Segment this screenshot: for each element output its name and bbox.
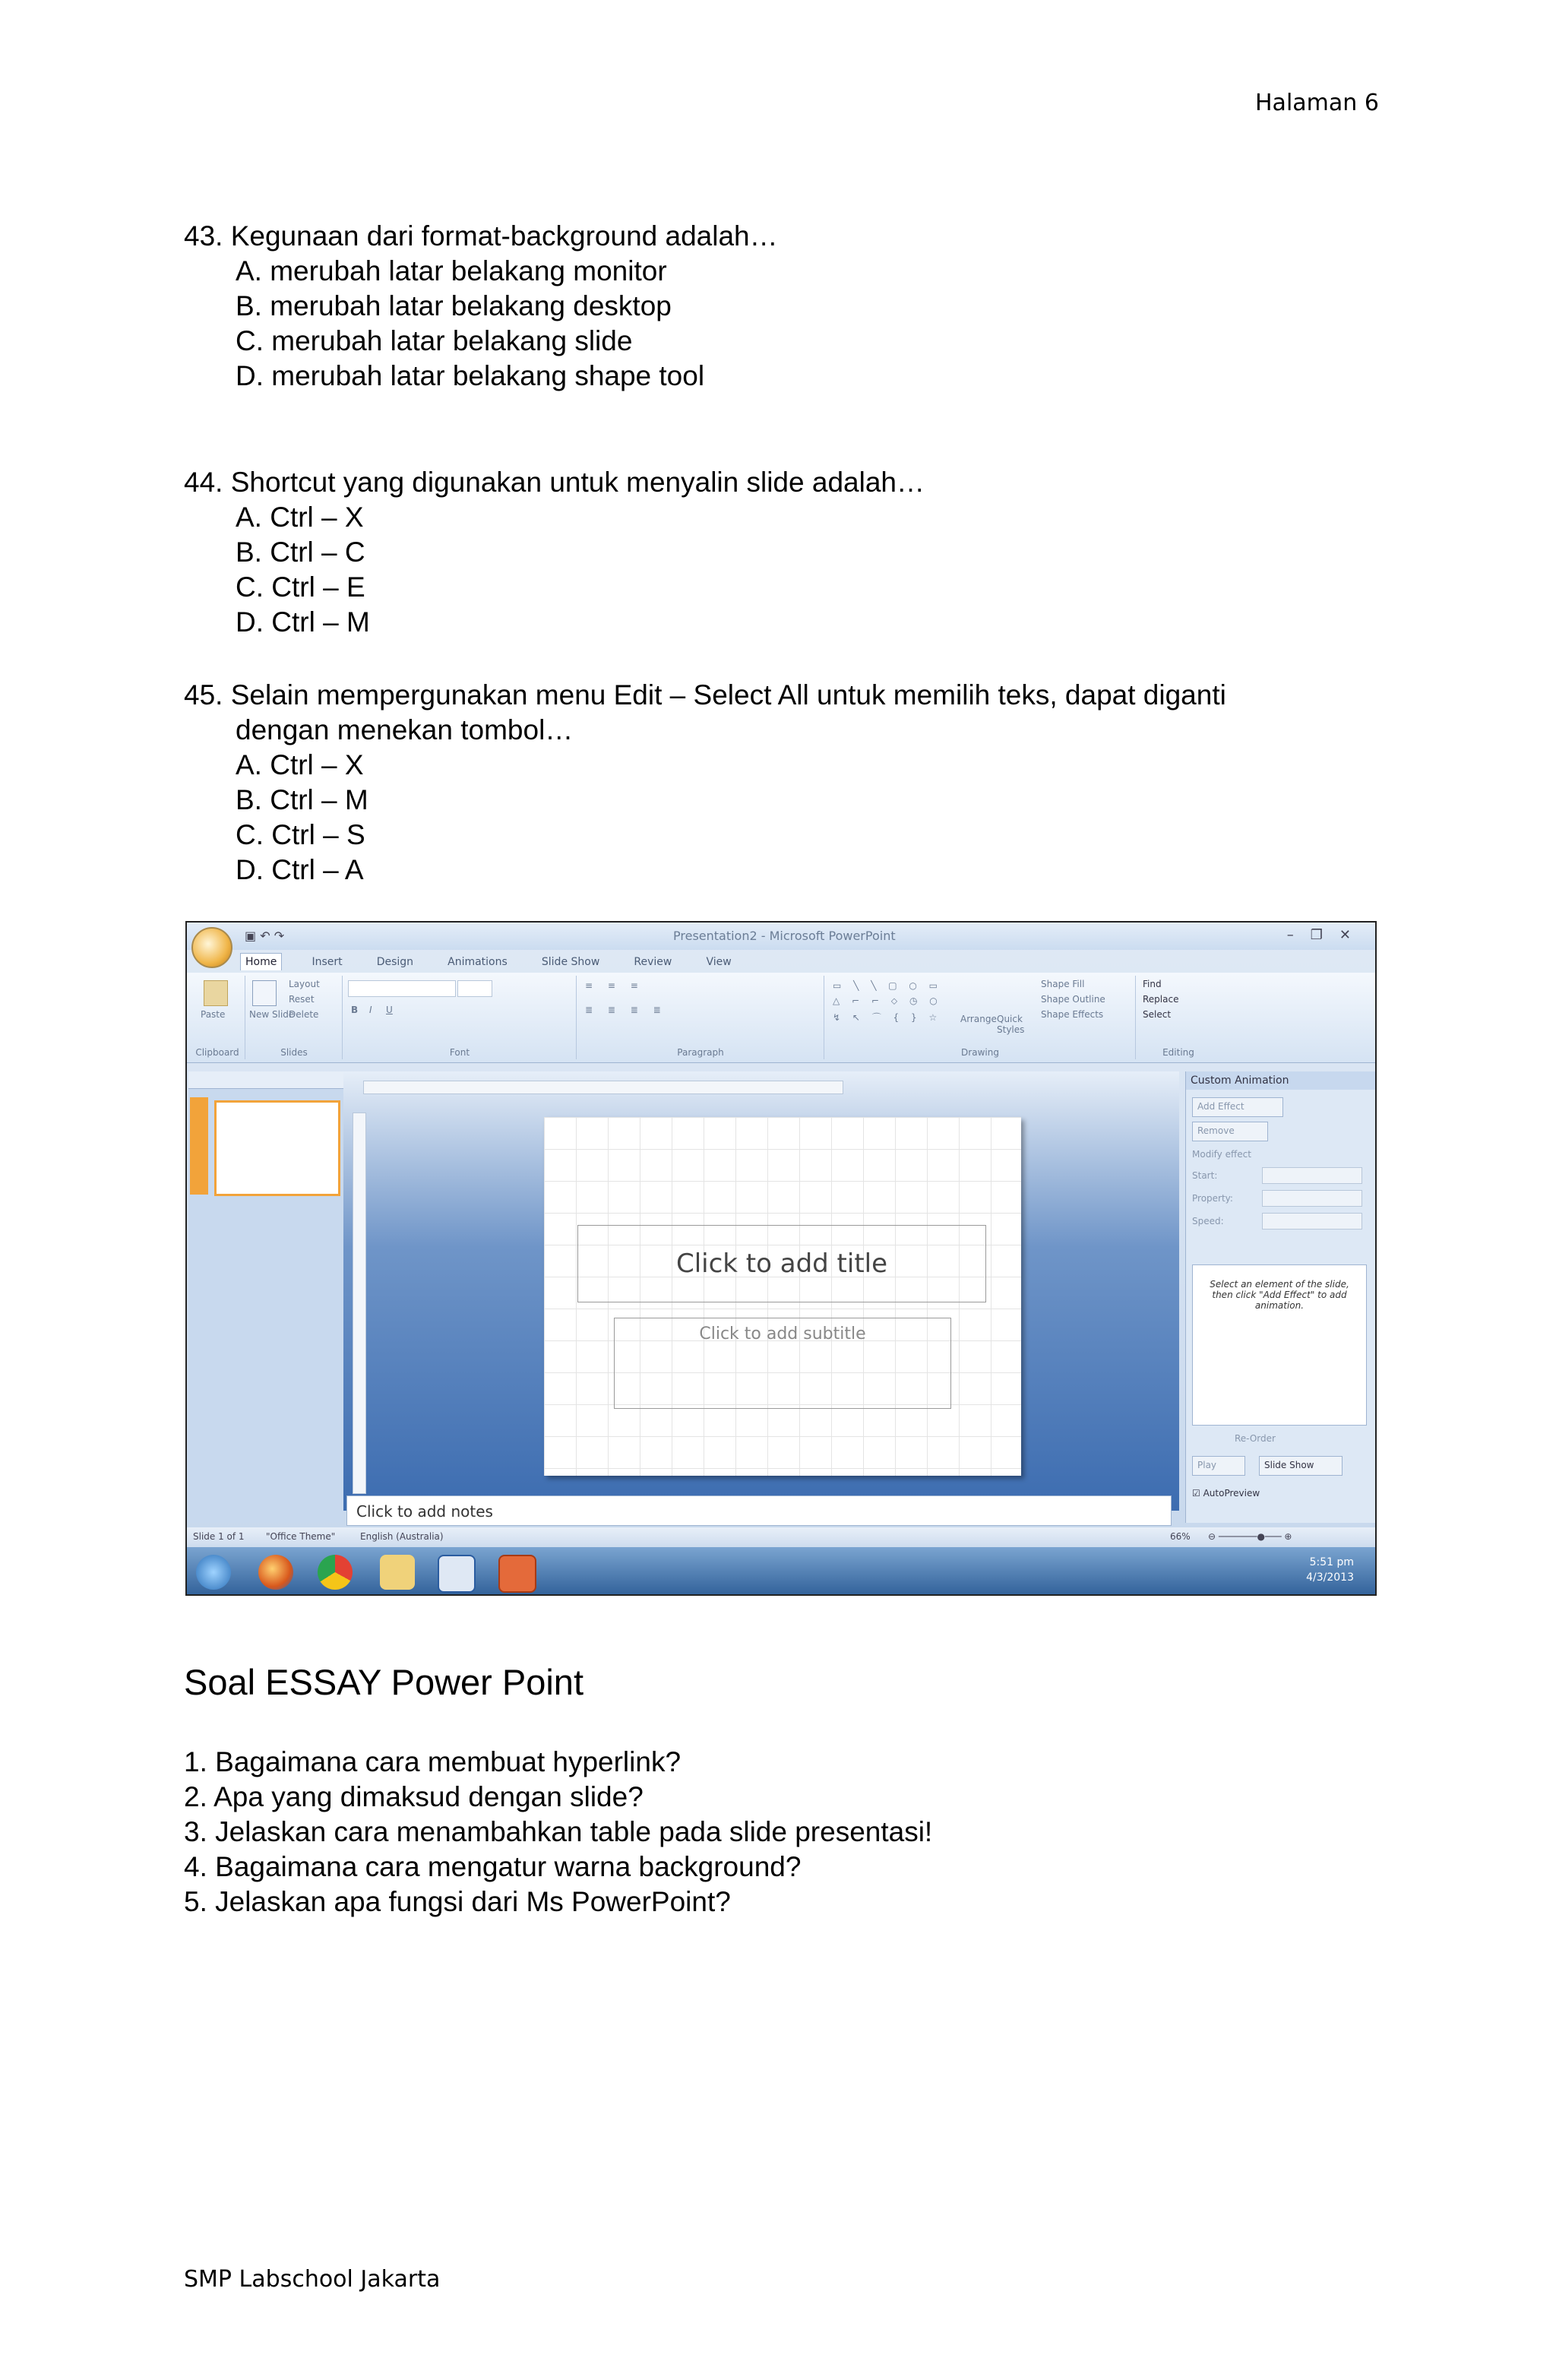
tab-insert[interactable]: Insert bbox=[312, 956, 343, 968]
reset-button[interactable]: Reset bbox=[289, 994, 315, 1005]
group-editing bbox=[1137, 976, 1220, 1059]
question-stem: 43. Kegunaan dari format-background adalah… bbox=[184, 220, 778, 252]
firefox-icon[interactable] bbox=[258, 1555, 293, 1590]
window-controls[interactable] bbox=[1287, 927, 1368, 943]
re-order-label[interactable]: Re-Order bbox=[1235, 1433, 1276, 1444]
title-bar bbox=[187, 923, 1375, 950]
system-clock[interactable] bbox=[1306, 1555, 1354, 1585]
save-icon[interactable]: ▣ bbox=[245, 929, 257, 943]
maximize-icon[interactable]: ❐ bbox=[1310, 927, 1339, 943]
quick-styles-button[interactable]: Quick Styles bbox=[997, 1014, 1025, 1035]
question-44 bbox=[184, 465, 1369, 640]
windows-taskbar bbox=[187, 1547, 1375, 1596]
quick-access-toolbar[interactable] bbox=[245, 929, 284, 943]
theme-name: "Office Theme" bbox=[266, 1531, 336, 1542]
close-icon[interactable]: ✕ bbox=[1339, 927, 1368, 943]
powerpoint-screenshot bbox=[185, 921, 1377, 1596]
modify-effect-label: Modify effect bbox=[1192, 1149, 1251, 1160]
horizontal-ruler bbox=[363, 1081, 843, 1094]
play-button[interactable]: Play bbox=[1192, 1456, 1245, 1476]
underline-icon[interactable]: U bbox=[386, 1005, 393, 1015]
tab-design[interactable]: Design bbox=[376, 956, 414, 968]
group-drawing bbox=[825, 976, 1136, 1059]
chrome-icon[interactable] bbox=[318, 1555, 353, 1590]
clock-date: 4/3/2013 bbox=[1306, 1571, 1354, 1584]
bold-icon[interactable]: B bbox=[351, 1005, 359, 1015]
tab-slide-show[interactable]: Slide Show bbox=[541, 956, 600, 968]
footer-school: SMP Labschool Jakarta bbox=[184, 2266, 441, 2293]
title-placeholder[interactable]: Click to add title bbox=[577, 1225, 986, 1302]
group-paragraph bbox=[577, 976, 824, 1059]
redo-icon[interactable]: ↷ bbox=[274, 929, 285, 943]
paste-button[interactable]: Paste bbox=[201, 1009, 226, 1020]
speed-field[interactable] bbox=[1262, 1213, 1362, 1230]
group-label: Drawing bbox=[961, 1047, 999, 1058]
word-icon[interactable] bbox=[438, 1555, 476, 1593]
group-label: Font bbox=[449, 1047, 470, 1058]
zoom-slider[interactable]: ⊖ ───────●─── ⊕ bbox=[1208, 1531, 1292, 1542]
folder-icon[interactable] bbox=[380, 1555, 415, 1590]
essay-section-title: Soal ESSAY Power Point bbox=[184, 1662, 584, 1702]
group-label: Paragraph bbox=[677, 1047, 724, 1058]
autopreview-checkbox[interactable]: ☑ AutoPreview bbox=[1192, 1488, 1260, 1499]
tab-animations[interactable]: Animations bbox=[448, 956, 508, 968]
start-button-icon[interactable] bbox=[196, 1555, 231, 1590]
option-d: D. merubah latar belakang shape tool bbox=[236, 360, 705, 391]
essay-questions bbox=[184, 1745, 932, 1920]
zoom-level: 66% bbox=[1170, 1531, 1191, 1542]
bullets-icon[interactable]: ≡ ≡ ≡ bbox=[585, 980, 644, 991]
option-b: B. Ctrl – C bbox=[236, 536, 365, 568]
essay-item: 1. Bagaimana cara membuat hyperlink? bbox=[184, 1746, 682, 1777]
group-label: Slides bbox=[280, 1047, 308, 1058]
option-a: A. Ctrl – X bbox=[236, 749, 364, 780]
align-icon[interactable]: ≣ ≣ ≣ ≣ bbox=[585, 1005, 667, 1015]
new-slide-button[interactable]: New Slide bbox=[249, 1009, 295, 1020]
autopreview-label: AutoPreview bbox=[1203, 1488, 1260, 1499]
group-label: Clipboard bbox=[195, 1047, 239, 1058]
italic-icon[interactable]: I bbox=[369, 1005, 372, 1015]
shape-outline-button[interactable]: Shape Outline bbox=[1041, 994, 1105, 1005]
question-45 bbox=[184, 678, 1369, 888]
tab-review[interactable]: Review bbox=[634, 956, 672, 968]
option-c: C. merubah latar belakang slide bbox=[236, 325, 633, 356]
property-field[interactable] bbox=[1262, 1190, 1362, 1207]
essay-item: 4. Bagaimana cara mengatur warna background? bbox=[184, 1851, 802, 1882]
powerpoint-icon[interactable] bbox=[498, 1555, 536, 1593]
remove-button[interactable]: Remove bbox=[1192, 1122, 1268, 1141]
option-d: D. Ctrl – A bbox=[236, 854, 364, 885]
animation-list[interactable]: Select an element of the slide, then click "Add Effect" to add animation. bbox=[1192, 1264, 1367, 1426]
tab-view[interactable]: View bbox=[706, 956, 732, 968]
shape-effects-button[interactable]: Shape Effects bbox=[1041, 1009, 1104, 1020]
replace-button[interactable]: Replace bbox=[1143, 994, 1179, 1005]
start-field[interactable] bbox=[1262, 1167, 1362, 1184]
group-slides bbox=[246, 976, 343, 1059]
option-c: C. Ctrl – S bbox=[236, 819, 365, 850]
window-title: Presentation2 - Microsoft PowerPoint bbox=[673, 929, 896, 943]
add-effect-button[interactable]: Add Effect bbox=[1192, 1097, 1283, 1117]
slide-thumbnail[interactable] bbox=[214, 1100, 340, 1196]
new-slide-icon[interactable] bbox=[252, 980, 277, 1006]
ribbon bbox=[187, 973, 1375, 1063]
shapes-row2-icon[interactable]: ↯ ↖ ⌒ { } ☆ bbox=[833, 1012, 942, 1023]
option-a: A. Ctrl – X bbox=[236, 502, 364, 533]
group-clipboard bbox=[190, 976, 245, 1059]
slide-count: Slide 1 of 1 bbox=[193, 1531, 245, 1542]
clock-time: 5:51 pm bbox=[1309, 1556, 1354, 1568]
question-stem: 45. Selain mempergunakan menu Edit – Select All untuk memilih teks, dapat diganti bbox=[184, 679, 1226, 711]
essay-item: 2. Apa yang dimaksud dengan slide? bbox=[184, 1781, 644, 1812]
minimize-icon[interactable]: – bbox=[1286, 927, 1311, 943]
group-font bbox=[343, 976, 577, 1059]
shape-fill-button[interactable]: Shape Fill bbox=[1041, 979, 1085, 989]
office-button[interactable] bbox=[191, 927, 232, 968]
question-stem: 44. Shortcut yang digunakan untuk menyalin slide adalah… bbox=[184, 467, 925, 498]
property-label: Property: bbox=[1192, 1193, 1233, 1204]
option-a: A. merubah latar belakang monitor bbox=[236, 255, 667, 286]
clipboard-icon[interactable] bbox=[204, 980, 228, 1006]
arrange-button[interactable]: Arrange bbox=[960, 1014, 997, 1024]
delete-button[interactable]: Delete bbox=[289, 1009, 319, 1020]
subtitle-placeholder[interactable]: Click to add subtitle bbox=[614, 1318, 951, 1409]
language[interactable]: English (Australia) bbox=[360, 1531, 444, 1542]
vertical-ruler bbox=[353, 1112, 366, 1494]
font-size-field[interactable] bbox=[457, 980, 492, 997]
ribbon-tabs bbox=[240, 953, 757, 973]
layout-button[interactable]: Layout bbox=[289, 979, 320, 989]
option-b: B. merubah latar belakang desktop bbox=[236, 290, 672, 321]
question-43 bbox=[184, 219, 1369, 394]
tab-home[interactable]: Home bbox=[240, 953, 282, 970]
speed-label: Speed: bbox=[1192, 1216, 1224, 1226]
slide-show-button[interactable]: Slide Show bbox=[1259, 1456, 1343, 1476]
slide-number-bar bbox=[190, 1097, 208, 1195]
slides-pane-tabs[interactable] bbox=[188, 1071, 343, 1089]
notes-pane[interactable]: Click to add notes bbox=[346, 1495, 1172, 1526]
shapes-row-icon[interactable]: △ ⌐ ⌐ ⬦ ◷ ○ bbox=[833, 995, 942, 1006]
option-c: C. Ctrl – E bbox=[236, 571, 365, 603]
shapes-gallery-icon[interactable]: ▭ ╲ ╲ ▢ ○ ▭ bbox=[833, 980, 943, 991]
status-bar bbox=[187, 1527, 1375, 1547]
task-pane-title: Custom Animation bbox=[1186, 1071, 1376, 1090]
font-name-field[interactable] bbox=[348, 980, 456, 997]
option-d: D. Ctrl – M bbox=[236, 606, 370, 638]
group-label: Editing bbox=[1162, 1047, 1194, 1058]
page-number: Halaman 6 bbox=[1255, 90, 1379, 116]
slides-pane bbox=[188, 1071, 343, 1523]
custom-animation-pane bbox=[1185, 1071, 1376, 1523]
option-b: B. Ctrl – M bbox=[236, 784, 368, 815]
undo-icon[interactable]: ↶ bbox=[260, 929, 270, 943]
question-stem-continued: dengan menekan tombol… bbox=[236, 714, 574, 745]
select-button[interactable]: Select bbox=[1143, 1009, 1172, 1020]
start-label: Start: bbox=[1192, 1170, 1218, 1181]
essay-item: 5. Jelaskan apa fungsi dari Ms PowerPoint? bbox=[184, 1886, 731, 1917]
find-button[interactable]: Find bbox=[1143, 979, 1162, 989]
essay-item: 3. Jelaskan cara menambahkan table pada slide presentasi! bbox=[184, 1816, 933, 1847]
